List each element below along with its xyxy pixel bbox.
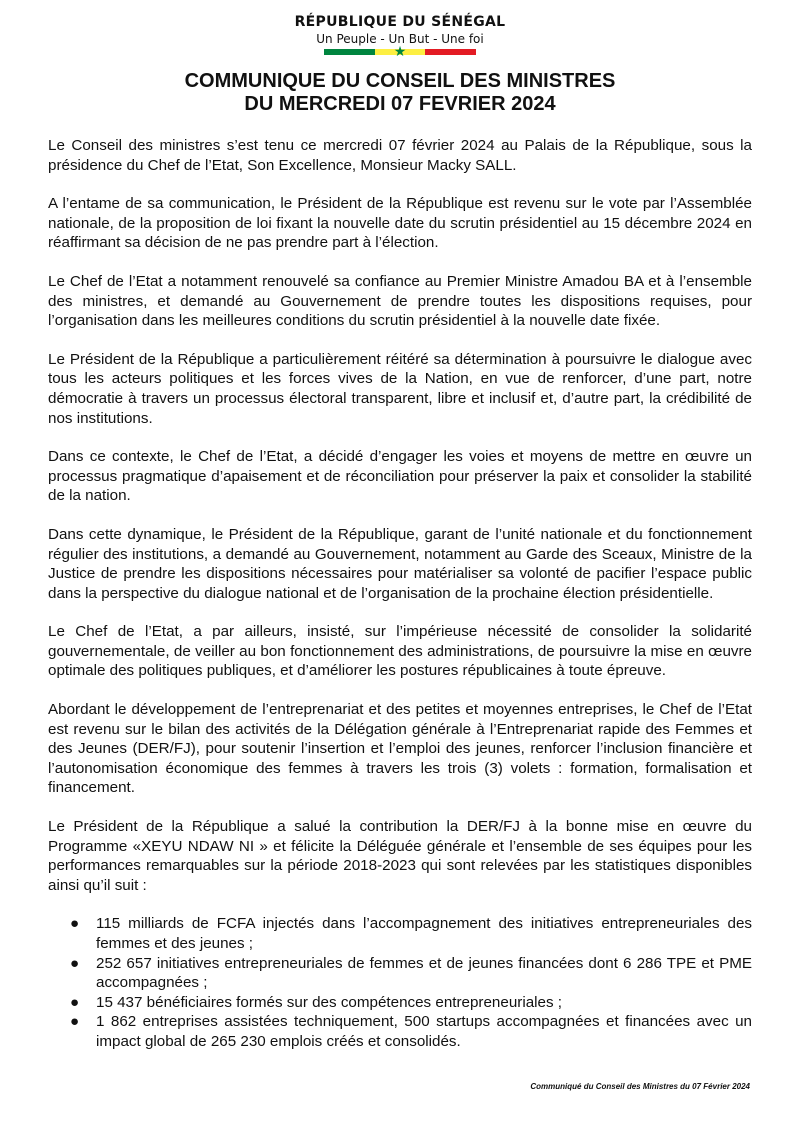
senegal-flag-stripe <box>324 43 476 59</box>
page-header <box>0 14 800 59</box>
list-item-text: 252 657 initiatives entrepreneuriales de femmes et de jeunes financées dont 6 286 TPE et PME accompagnées ; <box>96 954 752 992</box>
paragraph: Le Président de la République a salué la contribution la DER/FJ à la bonne mise en œuvre du Programme «XEYU NDAW NI » et félicite la Déléguée générale et l’ensemble de ses équipes pour les performances remarquables sur la période 2018-2023 qui sont relevées par les statistiques disponibles ainsi qu’il suit : <box>48 818 752 894</box>
list-item <box>48 954 752 993</box>
document-title <box>0 70 800 116</box>
bullet-icon: ● <box>70 993 80 1011</box>
paragraph: Le Président de la République a particulièrement réitéré sa détermination à poursuivre le dialogue avec tous les acteurs politiques et les forces vives de la Nation, en vue de renforcer, d’une part, notre démocratie à travers un processus électoral transparent, libre et inclusif et, d’autre part, la crédibilité de nos institutions. <box>48 350 752 427</box>
paragraph: A l’entame de sa communication, le Président de la République est revenu sur le vote par l’Assemblée nationale, de la proposition de loi fixant la nouvelle date du scrutin présidentiel au 15 décembre 2024 en réaffirmant sa décision de ne pas prendre part à l’élection. <box>48 195 752 252</box>
paragraph: Abordant le développement de l’entreprenariat et des petites et moyennes entreprises, le Chef de l’Etat est revenu sur le bilan des activités de la Délégation générale à l’Entreprenariat rapide des Femmes et des Jeunes (DER/FJ), pour soutenir l’insertion et l’emploi des jeunes, renforcer l’inclusion financière et l’autonomisation économique des femmes à travers les trois (3) volets : formation, formalisation et financement. <box>48 701 752 797</box>
list-item <box>48 914 752 953</box>
paragraph: Le Conseil des ministres s’est tenu ce mercredi 07 février 2024 au Palais de la République, sous la présidence du Chef de l’Etat, Son Excellence, Monsieur Macky SALL. <box>48 137 752 174</box>
page-footer: Communiqué du Conseil des Ministres du 07 Février 2024 <box>530 1082 750 1091</box>
list-item <box>48 993 752 1013</box>
title-line-1: COMMUNIQUE DU CONSEIL DES MINISTRES <box>184 70 616 92</box>
national-motto: Un Peuple - Un But - Une foi <box>316 32 484 46</box>
star-icon: ★ <box>393 43 407 59</box>
list-item-text: 115 milliards de FCFA injectés dans l’accompagnement des initiatives entrepreneuriales des femmes et des jeunes ; <box>96 915 752 952</box>
bullet-icon: ● <box>70 915 80 933</box>
country-name: RÉPUBLIQUE DU SÉNÉGAL <box>294 14 506 30</box>
title-line-2: DU MERCREDI 07 FEVRIER 2024 <box>244 93 556 115</box>
list-item-text: 15 437 bénéficiaires formés sur des compétences entrepreneuriales ; <box>96 993 563 1011</box>
document-body <box>48 136 752 1052</box>
bullet-icon: ● <box>70 1013 80 1031</box>
paragraph: Le Chef de l’Etat, a par ailleurs, insisté, sur l’impérieuse nécessité de consolider la solidarité gouvernementale, de veiller au bon fonctionnement des administrations, de poursuivre la mise en œuvre optimale des politiques publiques, et d’améliorer les postures républicaines à toute épreuve. <box>48 623 752 680</box>
flag-red-band <box>425 49 476 55</box>
paragraph: Le Chef de l’Etat a notamment renouvelé sa confiance au Premier Ministre Amadou BA et à l’ensemble des ministres, et demandé au Gouvernement de prendre toutes les dispositions requises, pour l’organisation dans les meilleures conditions du scrutin présidentiel à la nouvelle date fixée. <box>48 272 752 330</box>
list-item-text: 1 862 entreprises assistées techniquement, 500 startups accompagnées et financées avec un impact global de 265 230 emplois créés et consolidés. <box>96 1013 752 1050</box>
list-item <box>48 1012 752 1051</box>
flag-green-band <box>324 49 375 55</box>
bullet-icon: ● <box>70 954 80 972</box>
statistics-list <box>48 914 752 1051</box>
paragraph: Dans cette dynamique, le Président de la République, garant de l’unité nationale et du fonctionnement régulier des institutions, a demandé au Gouvernement, notamment au Garde des Sceaux, Ministre de la Justice de prendre les dispositions nécessaires pour matérialiser sa volonté de pacifier l’espace public dans la perspective du dialogue national et de l’organisation de la prochaine élection présidentielle. <box>48 525 752 602</box>
paragraph: Dans ce contexte, le Chef de l’Etat, a décidé d’engager les voies et moyens de mettre en œuvre un processus pragmatique d’apaisement et de réconciliation pour préserver la paix et consolider la stabilité de la nation. <box>48 448 752 505</box>
